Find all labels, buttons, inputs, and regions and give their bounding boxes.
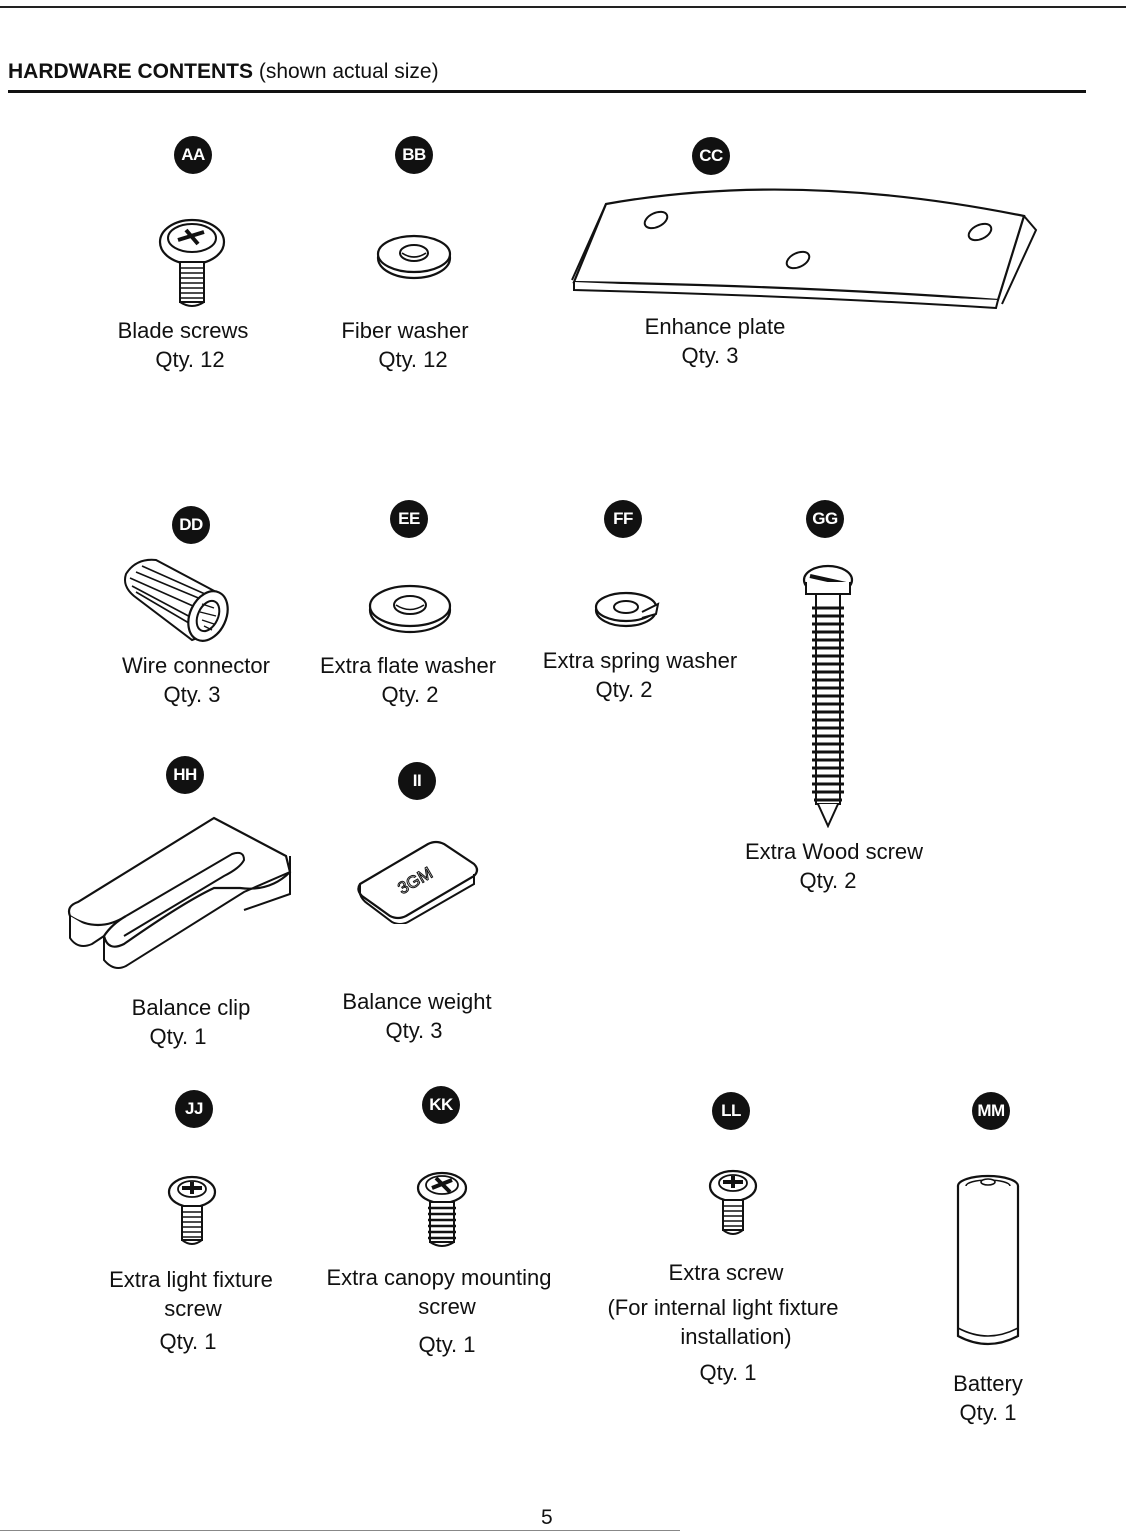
item-kk-qty: Qty. 1 bbox=[418, 1332, 476, 1357]
item-aa-qty: Qty. 12 bbox=[155, 347, 225, 372]
wood-screw-icon bbox=[796, 564, 860, 828]
badge-cc: CC bbox=[692, 137, 730, 175]
page-header bbox=[8, 60, 439, 84]
canopy-mounting-screw-icon bbox=[414, 1170, 470, 1254]
top-rule bbox=[0, 6, 1126, 8]
item-cc-qty: Qty. 3 bbox=[681, 343, 739, 368]
item-ii-qty: Qty. 3 bbox=[385, 1018, 443, 1043]
balance-clip-icon bbox=[64, 812, 296, 976]
item-mm-qty: Qty. 1 bbox=[959, 1400, 1017, 1425]
wire-connector-icon bbox=[116, 554, 236, 646]
item-dd-qty: Qty. 3 bbox=[163, 682, 221, 707]
balance-weight-stamp: 3GM bbox=[394, 863, 436, 899]
badge-ff: FF bbox=[604, 500, 642, 538]
item-jj-name-line2: screw bbox=[164, 1296, 222, 1321]
item-hh-name: Balance clip bbox=[131, 995, 251, 1020]
item-cc-name: Enhance plate bbox=[644, 314, 786, 339]
item-jj-qty: Qty. 1 bbox=[159, 1329, 217, 1354]
header-subtitle: (shown actual size) bbox=[258, 60, 439, 83]
flat-washer-icon bbox=[366, 580, 454, 636]
badge-ii: II bbox=[398, 762, 436, 800]
badge-aa: AA bbox=[174, 136, 212, 174]
badge-gg: GG bbox=[806, 500, 844, 538]
badge-kk: KK bbox=[422, 1086, 460, 1124]
item-ii-name: Balance weight bbox=[342, 989, 492, 1014]
item-ee-name: Extra flate washer bbox=[319, 653, 497, 678]
item-aa-name: Blade screws bbox=[117, 318, 249, 343]
enhance-plate-icon bbox=[566, 176, 1042, 312]
spring-washer-icon bbox=[592, 588, 662, 630]
item-ff-name: Extra spring washer bbox=[542, 648, 738, 673]
footer-rule bbox=[0, 1530, 680, 1531]
balance-weight-icon bbox=[352, 838, 482, 924]
item-kk-name-line1: Extra canopy mounting bbox=[326, 1265, 552, 1290]
item-mm-name: Battery bbox=[953, 1371, 1023, 1396]
light-fixture-screw-icon bbox=[166, 1174, 218, 1250]
item-bb-qty: Qty. 12 bbox=[378, 347, 448, 372]
blade-screw-icon bbox=[156, 218, 228, 310]
page-number: 5 bbox=[541, 1506, 553, 1529]
item-gg-qty: Qty. 2 bbox=[799, 868, 857, 893]
battery-icon bbox=[954, 1172, 1026, 1352]
item-kk-name-line2: screw bbox=[418, 1294, 476, 1319]
item-ee-qty: Qty. 2 bbox=[381, 682, 439, 707]
item-ff-qty: Qty. 2 bbox=[595, 677, 653, 702]
internal-light-screw-icon bbox=[706, 1168, 760, 1240]
item-ll-qty: Qty. 1 bbox=[699, 1360, 757, 1385]
item-ll-name-line1: Extra screw bbox=[668, 1260, 784, 1285]
item-bb-name: Fiber washer bbox=[341, 318, 469, 343]
fiber-washer-icon bbox=[374, 230, 454, 282]
header-rule bbox=[8, 90, 1086, 93]
header-title: HARDWARE CONTENTS bbox=[8, 60, 253, 83]
badge-mm: MM bbox=[972, 1092, 1010, 1130]
item-gg-name: Extra Wood screw bbox=[744, 839, 924, 864]
item-jj-name-line1: Extra light fixture bbox=[109, 1267, 273, 1292]
badge-jj: JJ bbox=[175, 1090, 213, 1128]
badge-ee: EE bbox=[390, 500, 428, 538]
item-ll-name-line2: (For internal light fixture bbox=[607, 1295, 839, 1320]
item-ll-name-line3: installation) bbox=[680, 1324, 792, 1349]
item-hh-qty: Qty. 1 bbox=[149, 1024, 207, 1049]
badge-hh: HH bbox=[166, 756, 204, 794]
badge-dd: DD bbox=[172, 506, 210, 544]
badge-bb: BB bbox=[395, 136, 433, 174]
item-dd-name: Wire connector bbox=[122, 653, 270, 678]
badge-ll: LL bbox=[712, 1092, 750, 1130]
